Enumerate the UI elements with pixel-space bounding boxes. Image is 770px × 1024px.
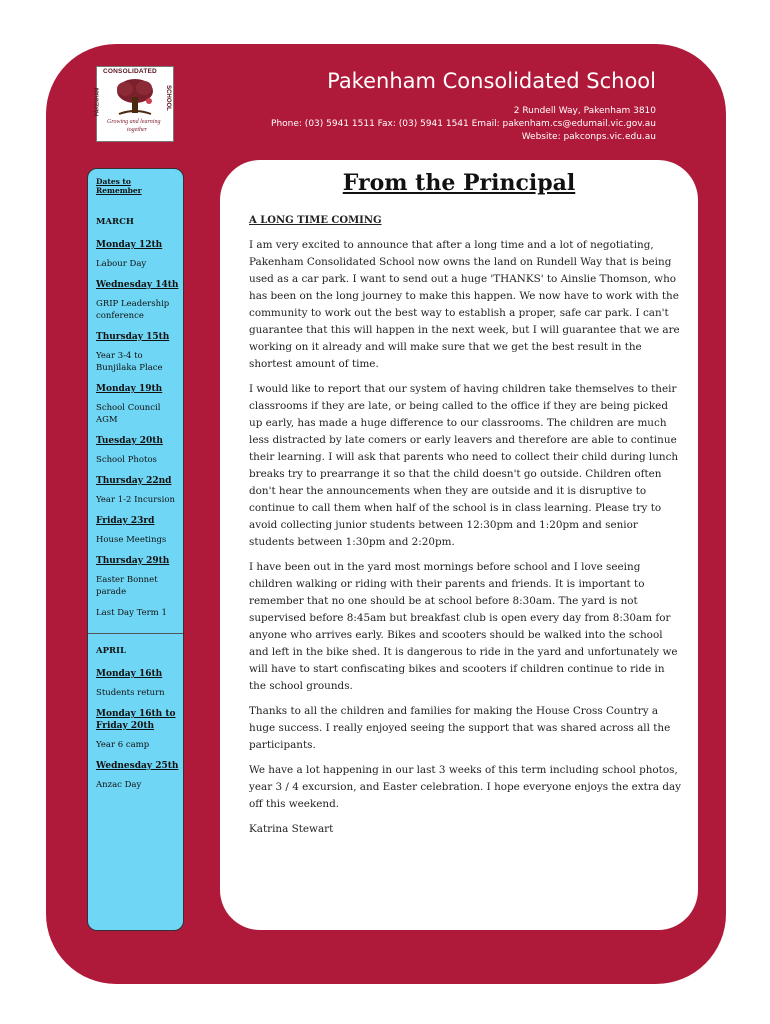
principal-article-panel xyxy=(220,160,698,930)
sidebar-event: GRIP Leadership conference xyxy=(96,299,170,321)
website: Website: pakconps.vic.edu.au xyxy=(521,132,656,142)
sidebar-heading: Dates to Remember xyxy=(96,177,142,195)
sidebar-date: Thursday 29th xyxy=(96,556,170,566)
address: 2 Rundell Way, Pakenham 3810 xyxy=(513,106,656,116)
tree-icon xyxy=(111,77,159,117)
sidebar-date: Monday 19th xyxy=(96,384,163,394)
sidebar-date: Wednesday 14th xyxy=(96,280,179,290)
article-paragraph: I have been out in the yard most mornings before school and I love seeing children walking or riding with their parents and friends. It is important to remember that no one should be at school before 8:30am. The yard is not supervised before 8:45am but breakfast club is open every day from 8:30am for anyone who arrives early. Bikes and scooters should be walked into the school and left in the bike shed. It is dangerous to ride in the yard and unfortunately we will have to start confiscating bikes and scooters if children continue to ride in the school grounds. xyxy=(249,561,678,692)
sidebar-event: Anzac Day xyxy=(96,780,142,790)
school-name: Pakenham Consolidated School xyxy=(327,69,656,93)
article-heading: A LONG TIME COMING xyxy=(249,215,382,226)
sidebar-date: Thursday 15th xyxy=(96,332,170,342)
logo-right-text: SCHOOL xyxy=(164,85,171,111)
logo-left-text: PAKENHAM xyxy=(94,87,101,117)
school-logo xyxy=(96,66,174,142)
article-paragraph: I would like to report that our system of having children take themselves to their classrooms if they are late, or being called to the office if they are being picked up early, has made a huge difference to our classrooms. The children are much less distracted by late comers or early leavers and therefore are able to continue their learning. I will ask that parents who need to collect their child during lunch breaks try to prearrange it so that the child doesn't go outside. Children often don't hear the announcements when they are outside and it is disruptive to continue to call them when half of the school is in class learning. Please try to avoid collecting junior students between 12:30pm and 1:20pm and senior students between 1:30pm and 2:20pm. xyxy=(249,383,679,548)
sidebar-divider xyxy=(88,633,183,634)
sidebar-date: Tuesday 20th xyxy=(96,436,163,446)
logo-tagline-1: Growing and learning xyxy=(107,119,161,125)
dates-sidebar xyxy=(87,168,184,931)
sidebar-date: Wednesday 25th xyxy=(96,761,179,771)
article-paragraph: Thanks to all the children and families for making the House Cross Country a huge success. I really enjoyed seeing the support that was shared across all the participants. xyxy=(249,705,671,751)
article-paragraph: We have a lot happening in our last 3 weeks of this term including school photos, year 3 / 4 excursion, and Easter celebration. I hope everyone enjoys the extra day off this weekend. xyxy=(249,764,682,810)
contact-block xyxy=(271,105,656,144)
sidebar-date: Monday 12th xyxy=(96,240,163,250)
sidebar-event: Year 3-4 to Bunjilaka Place xyxy=(96,351,163,373)
sidebar-event: House Meetings xyxy=(96,535,167,545)
sidebar-event: School Council AGM xyxy=(96,403,161,425)
sidebar-date: Monday 16th xyxy=(96,669,163,679)
article-paragraph: I am very excited to announce that after a long time and a lot of negotiating, Pakenham Consolidated School now owns the land on Rundell Way that is being used as a car park. I want to send out a huge 'THANKS' to Ainslie Thomson, who has been on the long journey to make this happen. We now have to work with the community to work out the best way to establish a proper, safe car park. I can't guarantee that this will happen in the next week, but I will guarantee that we are working on it already and will make sure that we get the best result in the shortest amount of time. xyxy=(249,239,680,370)
article-body xyxy=(249,212,684,846)
sidebar-event: School Photos xyxy=(96,455,157,465)
sidebar-event: Labour Day xyxy=(96,259,147,269)
sidebar-event: Year 6 camp xyxy=(96,740,150,750)
logo-tagline-2: together xyxy=(127,127,147,133)
sidebar-date: Friday 23rd xyxy=(96,516,155,526)
phone-email: Phone: (03) 5941 1511 Fax: (03) 5941 1541 Email: pakenham.cs@edumail.vic.gov.au xyxy=(271,119,656,129)
sidebar-event: Year 1-2 Incursion xyxy=(96,495,175,505)
sidebar-event: Last Day Term 1 xyxy=(96,608,167,618)
sidebar-month: APRIL xyxy=(96,646,127,656)
sidebar-event: Students return xyxy=(96,688,165,698)
logo-top-text: CONSOLIDATED xyxy=(103,68,157,75)
sidebar-event: Easter Bonnet parade xyxy=(96,575,158,597)
sidebar-date: Monday 16th to Friday 20th xyxy=(96,709,176,731)
sidebar-month: MARCH xyxy=(96,217,134,227)
signature-name: Katrina Stewart xyxy=(249,823,334,835)
sidebar-date: Thursday 22nd xyxy=(96,476,172,486)
page-title: From the Principal xyxy=(342,170,576,196)
